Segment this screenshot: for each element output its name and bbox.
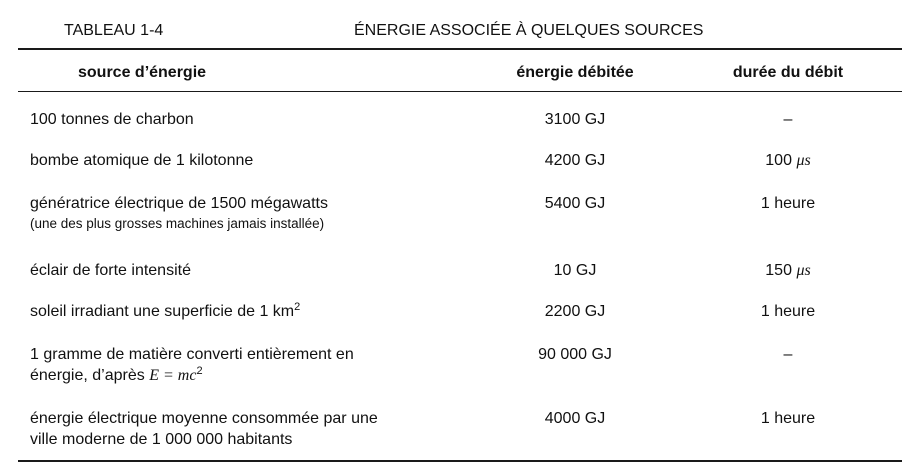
energy-table (18, 0, 902, 471)
source-line-1: 1 gramme de matière converti entièrement en (30, 346, 354, 363)
row-duration: – (783, 346, 793, 363)
row-duration: – (783, 111, 793, 128)
header-duration: durée du débit (732, 64, 844, 81)
header-energy: énergie débitée (516, 64, 634, 81)
source-superscript: 2 (294, 301, 301, 313)
row-energy: 4200 GJ (544, 152, 606, 169)
source-note: (une des plus grosses machines jamais installée) (30, 216, 325, 231)
table-title: ÉNERGIE ASSOCIÉE À QUELQUES SOURCES (354, 22, 704, 39)
duration-unit: μs (796, 152, 811, 169)
row-source: 100 tonnes de charbon (30, 111, 194, 128)
formula-superscript: 2 (196, 365, 203, 377)
row-source: bombe atomique de 1 kilotonne (30, 152, 254, 169)
row-duration (708, 260, 868, 281)
table-caption (18, 22, 902, 46)
duration-value: 100 (765, 152, 792, 169)
row-duration: 1 heure (760, 303, 816, 320)
row-source (30, 408, 470, 450)
top-rule (18, 48, 902, 50)
row-source (30, 344, 470, 386)
row-energy: 3100 GJ (544, 111, 606, 128)
row-duration: 1 heure (760, 195, 816, 212)
row-energy: 5400 GJ (544, 195, 606, 212)
source-line-2: ville moderne de 1 000 000 habitants (30, 431, 293, 448)
row-energy: 90 000 GJ (538, 346, 612, 363)
row-duration (708, 150, 868, 171)
header-source: source d’énergie (78, 64, 207, 81)
row-energy: 2200 GJ (544, 303, 606, 320)
source-line-2: énergie, d’après (30, 367, 145, 384)
table-label: TABLEAU 1-4 (64, 22, 164, 39)
formula: E = mc (149, 367, 197, 384)
row-source: éclair de forte intensité (30, 262, 191, 279)
row-energy: 4000 GJ (544, 410, 606, 427)
header-rule (18, 91, 902, 92)
row-energy: 10 GJ (553, 262, 597, 279)
duration-unit: μs (796, 262, 811, 279)
row-duration: 1 heure (760, 410, 816, 427)
source-main: génératrice électrique de 1500 mégawatts (30, 195, 328, 212)
bottom-rule (18, 460, 902, 462)
row-source (30, 193, 470, 234)
row-source (30, 301, 470, 322)
source-main: soleil irradiant une superficie de 1 km (30, 303, 295, 320)
duration-value: 150 (765, 262, 792, 279)
source-line-1: énergie électrique moyenne consommée par une (30, 410, 378, 427)
